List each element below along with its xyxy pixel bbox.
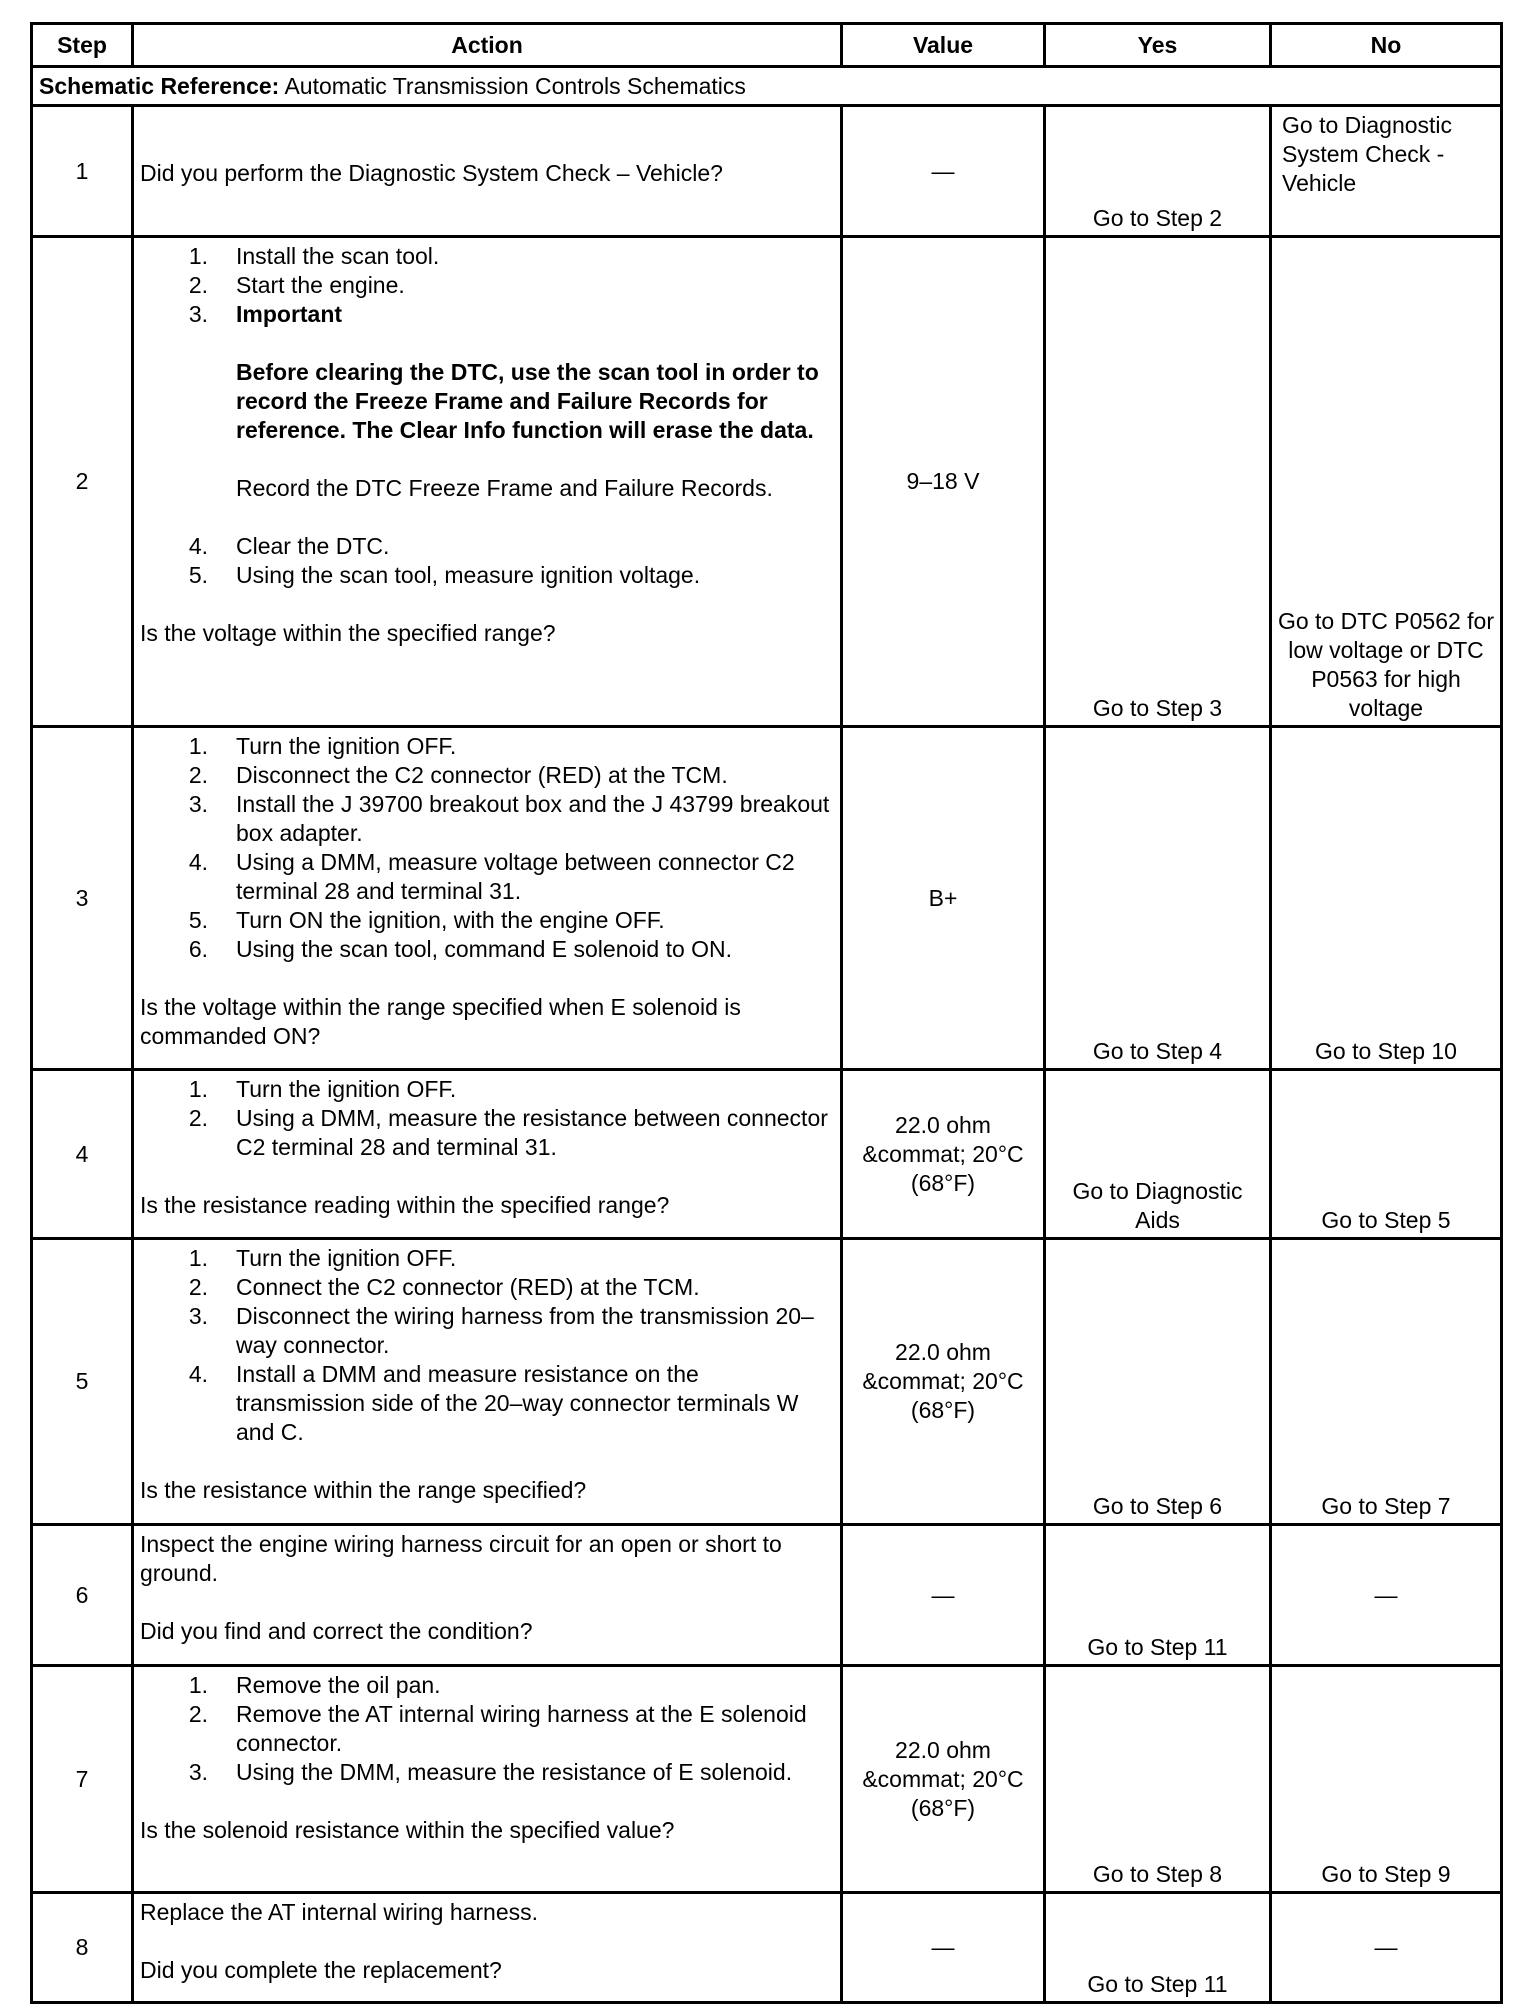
step-number: 4 bbox=[32, 1070, 133, 1239]
list-item-number: 3. bbox=[188, 1759, 208, 1785]
list-item-text: Connect the C2 connector (RED) at the TCM. bbox=[236, 1274, 700, 1300]
list-item bbox=[140, 1700, 832, 1758]
list-item-number: 2. bbox=[188, 272, 208, 298]
list-item-text: Install the scan tool. bbox=[236, 243, 440, 269]
list-item-text: Install the J 39700 breakout box and the J 43799 breakout box adapter. bbox=[236, 791, 830, 846]
list-item-text: Turn the ignition OFF. bbox=[236, 733, 457, 759]
value-cell: — bbox=[842, 1893, 1045, 2003]
list-item-text: Disconnect the C2 connector (RED) at the TCM. bbox=[236, 762, 728, 788]
list-item-text: Turn ON the ignition, with the engine OFF. bbox=[236, 907, 665, 933]
table-row bbox=[32, 106, 1502, 237]
list-item bbox=[140, 561, 832, 590]
header-value: Value bbox=[842, 24, 1045, 67]
step-number: 5 bbox=[32, 1239, 133, 1525]
list-item-text: Clear the DTC. bbox=[236, 533, 390, 559]
list-item bbox=[140, 935, 832, 964]
procedure-list bbox=[140, 1075, 832, 1162]
list-item bbox=[140, 1075, 832, 1104]
schematic-reference bbox=[32, 67, 1502, 106]
action-cell bbox=[133, 237, 842, 727]
list-item bbox=[140, 532, 832, 561]
header-action: Action bbox=[133, 24, 842, 67]
action-cell bbox=[133, 1666, 842, 1893]
schematic-reference-text: Automatic Transmission Controls Schematics bbox=[284, 72, 746, 99]
list-item-number: 2. bbox=[188, 762, 208, 788]
important-label: Important bbox=[236, 301, 343, 327]
procedure-list bbox=[140, 532, 832, 590]
diagnostic-table bbox=[30, 22, 1503, 2004]
list-item-number: 2. bbox=[188, 1274, 208, 1300]
action-question: Is the voltage within the specified range? bbox=[140, 620, 556, 646]
list-item bbox=[140, 848, 832, 906]
list-item-text: Remove the oil pan. bbox=[236, 1672, 441, 1698]
yes-cell: Go to Step 2 bbox=[1045, 106, 1271, 237]
no-cell: Go to Step 10 bbox=[1271, 727, 1502, 1070]
list-item-number: 6. bbox=[188, 936, 208, 962]
list-item-number: 4. bbox=[188, 533, 208, 559]
no-cell: — bbox=[1271, 1525, 1502, 1666]
action-question: Is the resistance within the range specified? bbox=[140, 1477, 587, 1503]
step-number: 8 bbox=[32, 1893, 133, 2003]
list-item-text: Remove the AT internal wiring harness at the E solenoid connector. bbox=[236, 1701, 807, 1756]
yes-cell: Go to Step 8 bbox=[1045, 1666, 1271, 1893]
yes-cell: Go to Step 6 bbox=[1045, 1239, 1271, 1525]
list-item-number: 4. bbox=[188, 1361, 208, 1387]
list-item-text: Turn the ignition OFF. bbox=[236, 1245, 457, 1271]
no-cell: Go to Step 7 bbox=[1271, 1239, 1502, 1525]
action-instruction: Inspect the engine wiring harness circuit for an open or short to ground. bbox=[140, 1531, 782, 1586]
value-cell: — bbox=[842, 106, 1045, 237]
step-number: 2 bbox=[32, 237, 133, 727]
no-cell: Go to Step 9 bbox=[1271, 1666, 1502, 1893]
list-item bbox=[140, 1104, 832, 1162]
value-cell: — bbox=[842, 1525, 1045, 1666]
action-question: Did you complete the replacement? bbox=[140, 1957, 502, 1983]
list-item bbox=[140, 761, 832, 790]
yes-cell: Go to Step 11 bbox=[1045, 1893, 1271, 2003]
schematic-reference-row bbox=[32, 67, 1502, 106]
step-number: 6 bbox=[32, 1525, 133, 1666]
table-row bbox=[32, 1070, 1502, 1239]
list-item-number: 1. bbox=[188, 733, 208, 759]
procedure-list bbox=[140, 732, 832, 964]
action-question: Did you perform the Diagnostic System Check – Vehicle? bbox=[140, 159, 723, 186]
list-item-text: Install a DMM and measure resistance on the transmission side of the 20–way connector terminals W and C. bbox=[236, 1361, 799, 1445]
list-item-number: 4. bbox=[188, 849, 208, 875]
step-number: 7 bbox=[32, 1666, 133, 1893]
list-item-number: 1. bbox=[188, 243, 208, 269]
important-note: Before clearing the DTC, use the scan tool in order to record the Freeze Frame and Failure Records for reference. The Clear Info function will erase the data. bbox=[236, 359, 819, 443]
table-row bbox=[32, 1525, 1502, 1666]
action-question: Is the solenoid resistance within the specified value? bbox=[140, 1817, 675, 1843]
no-cell: Go to Step 5 bbox=[1271, 1070, 1502, 1239]
action-cell bbox=[133, 1070, 842, 1239]
list-item bbox=[140, 1360, 832, 1447]
procedure-list bbox=[140, 1244, 832, 1447]
list-item-text: Using the scan tool, measure ignition voltage. bbox=[236, 562, 701, 588]
action-cell bbox=[133, 1893, 842, 2003]
yes-cell: Go to Step 11 bbox=[1045, 1525, 1271, 1666]
value-cell: 22.0 ohm &commat; 20°C (68°F) bbox=[842, 1070, 1045, 1239]
list-item-number: 3. bbox=[188, 1303, 208, 1329]
list-item-text: Using a DMM, measure the resistance between connector C2 terminal 28 and terminal 31. bbox=[236, 1105, 828, 1160]
list-item-number: 1. bbox=[188, 1672, 208, 1698]
list-item bbox=[140, 1302, 832, 1360]
action-question: Did you find and correct the condition? bbox=[140, 1618, 533, 1644]
list-item-number: 1. bbox=[188, 1245, 208, 1271]
no-cell: Go to Diagnostic System Check - Vehicle bbox=[1271, 106, 1502, 237]
value-cell: 9–18 V bbox=[842, 237, 1045, 727]
step-number: 1 bbox=[32, 106, 133, 237]
no-cell: Go to DTC P0562 for low voltage or DTC P0563 for high voltage bbox=[1271, 237, 1502, 727]
no-cell: — bbox=[1271, 1893, 1502, 2003]
action-instruction: Replace the AT internal wiring harness. bbox=[140, 1899, 539, 1925]
list-item-number: 2. bbox=[188, 1701, 208, 1727]
header-row bbox=[32, 24, 1502, 67]
value-cell: B+ bbox=[842, 727, 1045, 1070]
list-item-number: 3. bbox=[188, 301, 208, 327]
list-item-text: Using a DMM, measure voltage between connector C2 terminal 28 and terminal 31. bbox=[236, 849, 795, 904]
action-cell bbox=[133, 106, 842, 237]
list-item bbox=[140, 1244, 832, 1273]
list-item bbox=[140, 300, 832, 329]
list-item bbox=[140, 906, 832, 935]
list-item-text: Using the scan tool, command E solenoid to ON. bbox=[236, 936, 733, 962]
list-item-text: Turn the ignition OFF. bbox=[236, 1076, 457, 1102]
table-row bbox=[32, 237, 1502, 727]
action-question: Is the voltage within the range specified when E solenoid is commanded ON? bbox=[140, 994, 741, 1049]
header-no: No bbox=[1271, 24, 1502, 67]
list-item bbox=[140, 790, 832, 848]
list-item bbox=[140, 1671, 832, 1700]
table-row bbox=[32, 727, 1502, 1070]
list-item-number: 2. bbox=[188, 1105, 208, 1131]
procedure-list bbox=[140, 242, 832, 329]
yes-cell: Go to Step 3 bbox=[1045, 237, 1271, 727]
list-item bbox=[140, 1758, 832, 1787]
header-yes: Yes bbox=[1045, 24, 1271, 67]
value-cell: 22.0 ohm &commat; 20°C (68°F) bbox=[842, 1239, 1045, 1525]
yes-cell: Go to Diagnostic Aids bbox=[1045, 1070, 1271, 1239]
yes-cell: Go to Step 4 bbox=[1045, 727, 1271, 1070]
action-cell bbox=[133, 1525, 842, 1666]
action-cell bbox=[133, 727, 842, 1070]
list-item-number: 5. bbox=[188, 562, 208, 588]
table-row bbox=[32, 1239, 1502, 1525]
list-item-text: Disconnect the wiring harness from the transmission 20–way connector. bbox=[236, 1303, 814, 1358]
header-step: Step bbox=[32, 24, 133, 67]
step-number: 3 bbox=[32, 727, 133, 1070]
action-question: Is the resistance reading within the specified range? bbox=[140, 1192, 670, 1218]
list-item bbox=[140, 1273, 832, 1302]
schematic-reference-label: Schematic Reference: bbox=[39, 72, 280, 99]
table-row bbox=[32, 1666, 1502, 1893]
action-cell bbox=[133, 1239, 842, 1525]
list-item-text: Start the engine. bbox=[236, 272, 405, 298]
list-item-text: Using the DMM, measure the resistance of E solenoid. bbox=[236, 1759, 793, 1785]
table-row bbox=[32, 1893, 1502, 2003]
list-item bbox=[140, 242, 832, 271]
list-item-number: 5. bbox=[188, 907, 208, 933]
list-item bbox=[140, 732, 832, 761]
procedure-list bbox=[140, 1671, 832, 1787]
list-item-number: 1. bbox=[188, 1076, 208, 1102]
list-item-number: 3. bbox=[188, 791, 208, 817]
list-item bbox=[140, 271, 832, 300]
record-instruction: Record the DTC Freeze Frame and Failure Records. bbox=[236, 475, 773, 501]
value-cell: 22.0 ohm &commat; 20°C (68°F) bbox=[842, 1666, 1045, 1893]
